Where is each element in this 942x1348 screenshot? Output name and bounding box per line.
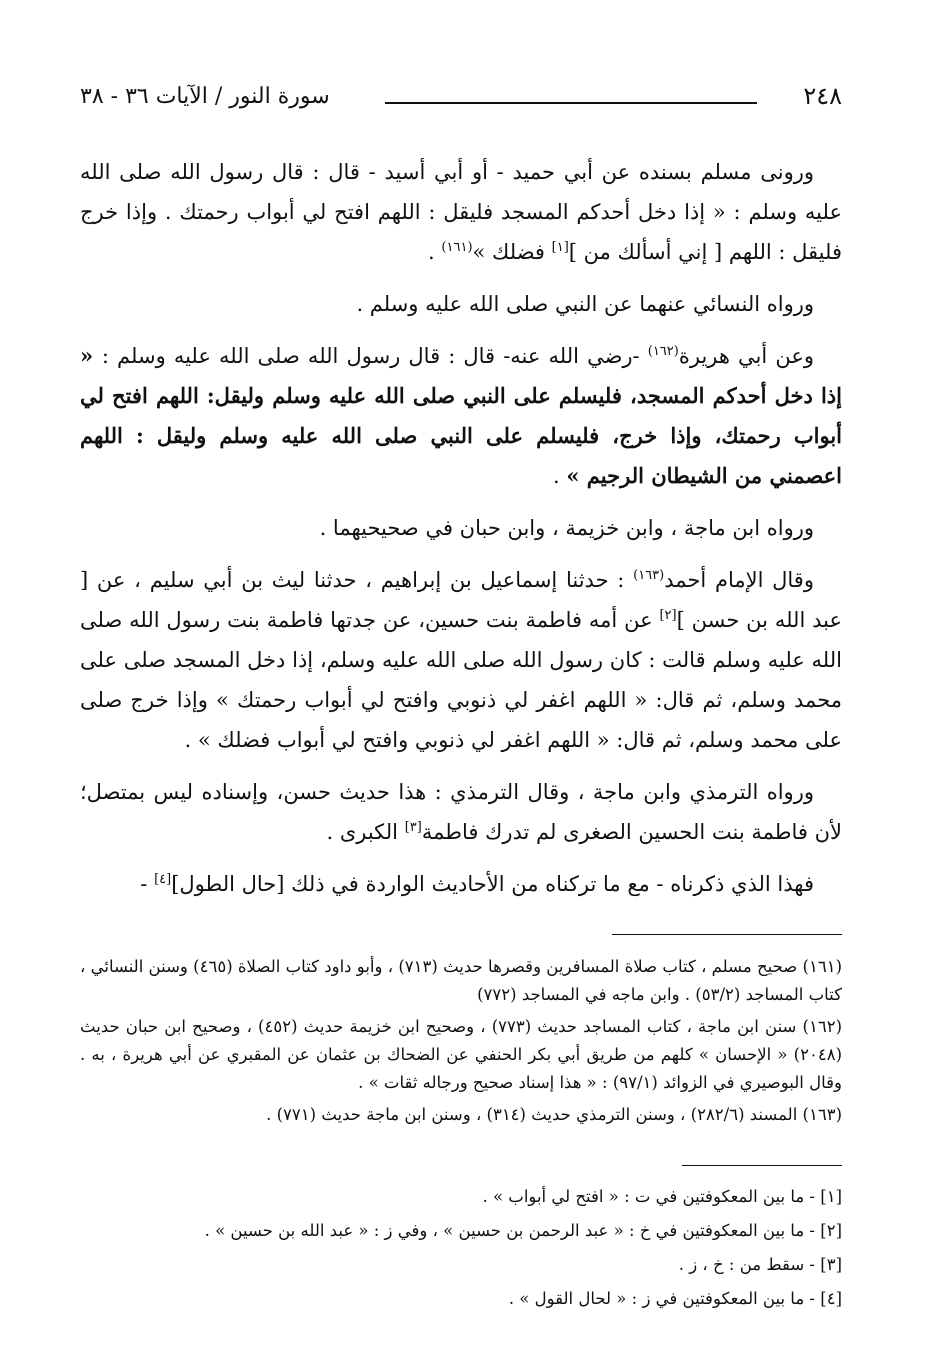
footnote-marker: (١٦٢) [647,344,679,359]
paragraph-text: - [140,872,155,896]
paragraph-tirmidhi [80,772,842,852]
paragraph-conclusion [80,864,842,904]
paragraph-text: وعن أبي هريرة [678,344,814,368]
variant-marker: [٣] [404,820,422,835]
page-number: ٢٤٨ [803,82,842,110]
paragraph-text: : حدثنا إسماعيل بن إبراهيم ، حدثنا ليث بن أبي سليم ، عن [ عبد الله بن حسن ] [80,568,843,632]
variant-marker: [٤] [154,872,172,887]
main-text [80,152,842,904]
footnote-divider [612,934,842,935]
paragraph-text: الكبرى . [326,820,405,844]
footnote-marker: (١٦٣) [633,568,665,583]
paragraph-ahmad [80,560,842,760]
paragraph-text: -رضي الله عنه- قال : قال رسول الله صلى الله عليه وسلم : [101,344,648,368]
paragraph-text: فضلك » [472,240,552,264]
paragraph-abu-hurayra [80,336,842,496]
variant-note-1: [١] - ما بين المعكوفتين في ت : « افتح لي أبواب » . [482,1187,842,1206]
paragraph-ibn-majah [80,508,842,548]
paragraph-text: ورواه النسائي عنهما عن النبي صلى الله عليه وسلم . [356,292,814,316]
variant-marker: [١] [551,240,569,255]
footnote-163: (١٦٣) المسند (٢٨٢/٦) ، وسنن الترمذي حديث (٣١٤) ، وسنن ابن ماجة حديث (٧٧١) . [266,1105,842,1124]
variant-marker: [٢] [659,608,677,623]
manuscript-variants [80,1180,842,1316]
footnote-161: (١٦١) صحيح مسلم ، كتاب صلاة المسافرين وقصرها حديث (٧١٣) ، وأبو داود كتاب الصلاة (٤٦٥) وسنن النسائي ، كتاب المساجد (٥٣/٢) . وابن ماجه في المساجد (٧٧٢) [80,957,842,1004]
book-page [80,78,842,1316]
footnote-162: (١٦٢) سنن ابن ماجة ، كتاب المساجد حديث (٧٧٣) ، وصحيح ابن خزيمة حديث (٤٥٢) ، وصحيح ابن حبان حديث (٢٠٤٨) « الإحسان » كلهم من طريق أبي بكر الحنفي عن الضحاك بن عثمان عن المقبري عن أبي هريرة ، به . وقال البوصيري في الزوائد (٩٧/١) : « هذا إسناد صحيح ورجاله ثقات » . [80,1017,842,1092]
hadith-text: « إذا دخل أحدكم المسجد، فليسلم على النبي صلى الله عليه وسلم وليقل: اللهم افتح لي أبواب رحمتك، وإذا خرج، فليسلم على النبي صلى الله عليه وسلم وليقل : اللهم اعصمني من الشيطان الرجيم » [80,343,842,488]
footnotes [80,953,842,1129]
paragraph-text: ورونى مسلم بسنده عن أبي حميد - أو أبي أسيد - قال : قال رسول الله صلى الله عليه وسلم : « إذا دخل أحدكم المسجد فليقل : اللهم افتح لي أبواب رحمتك . وإذا خرج فليقل : اللهم [ إني أسألك من ] [80,160,842,264]
paragraph-text: فهذا الذي ذكرناه - مع ما تركناه من الأحاديث الواردة في ذلك [حال الطول] [171,872,814,896]
paragraph-nasai [80,284,842,324]
paragraph-text: . [428,240,442,264]
paragraph-text: ورواه ابن ماجة ، وابن خزيمة ، وابن حبان في صحيحيهما . [319,516,814,540]
variants-divider [682,1165,842,1166]
running-title: سورة النور / الآيات ٣٦ - ٣٨ [80,84,330,109]
paragraph-text: وقال الإمام أحمد [664,568,814,592]
paragraph-text: ورواه الترمذي وابن ماجة ، وقال الترمذي : هذا حديث حسن، وإسناده ليس بمتصل؛ لأن فاطمة بنت الحسين الصغرى لم تدرك فاطمة [80,780,842,844]
variant-note-3: [٣] - سقط من : خ ، ز . [678,1255,842,1274]
paragraph-text: عن أمه فاطمة بنت حسين، عن جدتها فاطمة بنت رسول الله صلى الله عليه وسلم قالت : كان رسول الله صلى الله عليه وسلم، إذا دخل المسجد صلى على محمد وسلم، ثم قال: « اللهم اغفر لي ذنوبي وافتح لي أبواب رحمتك » وإذا خرج صلى على محمد وسلم، ثم قال: « اللهم اغفر لي ذنوبي وافتح لي أبواب فضلك » . [80,608,842,752]
header-rule [385,102,757,104]
page-header [80,78,842,118]
variant-note-4: [٤] - ما بين المعكوفتين في ز : « لحال القول » . [508,1289,842,1308]
footnote-marker: (١٦١) [441,240,473,255]
paragraph-text: . [553,464,567,488]
variant-note-2: [٢] - ما بين المعكوفتين في خ : « عبد الرحمن بن حسين » ، وفي ز : « عبد الله بن حسين » . [204,1221,842,1240]
paragraph-muslim [80,152,842,272]
